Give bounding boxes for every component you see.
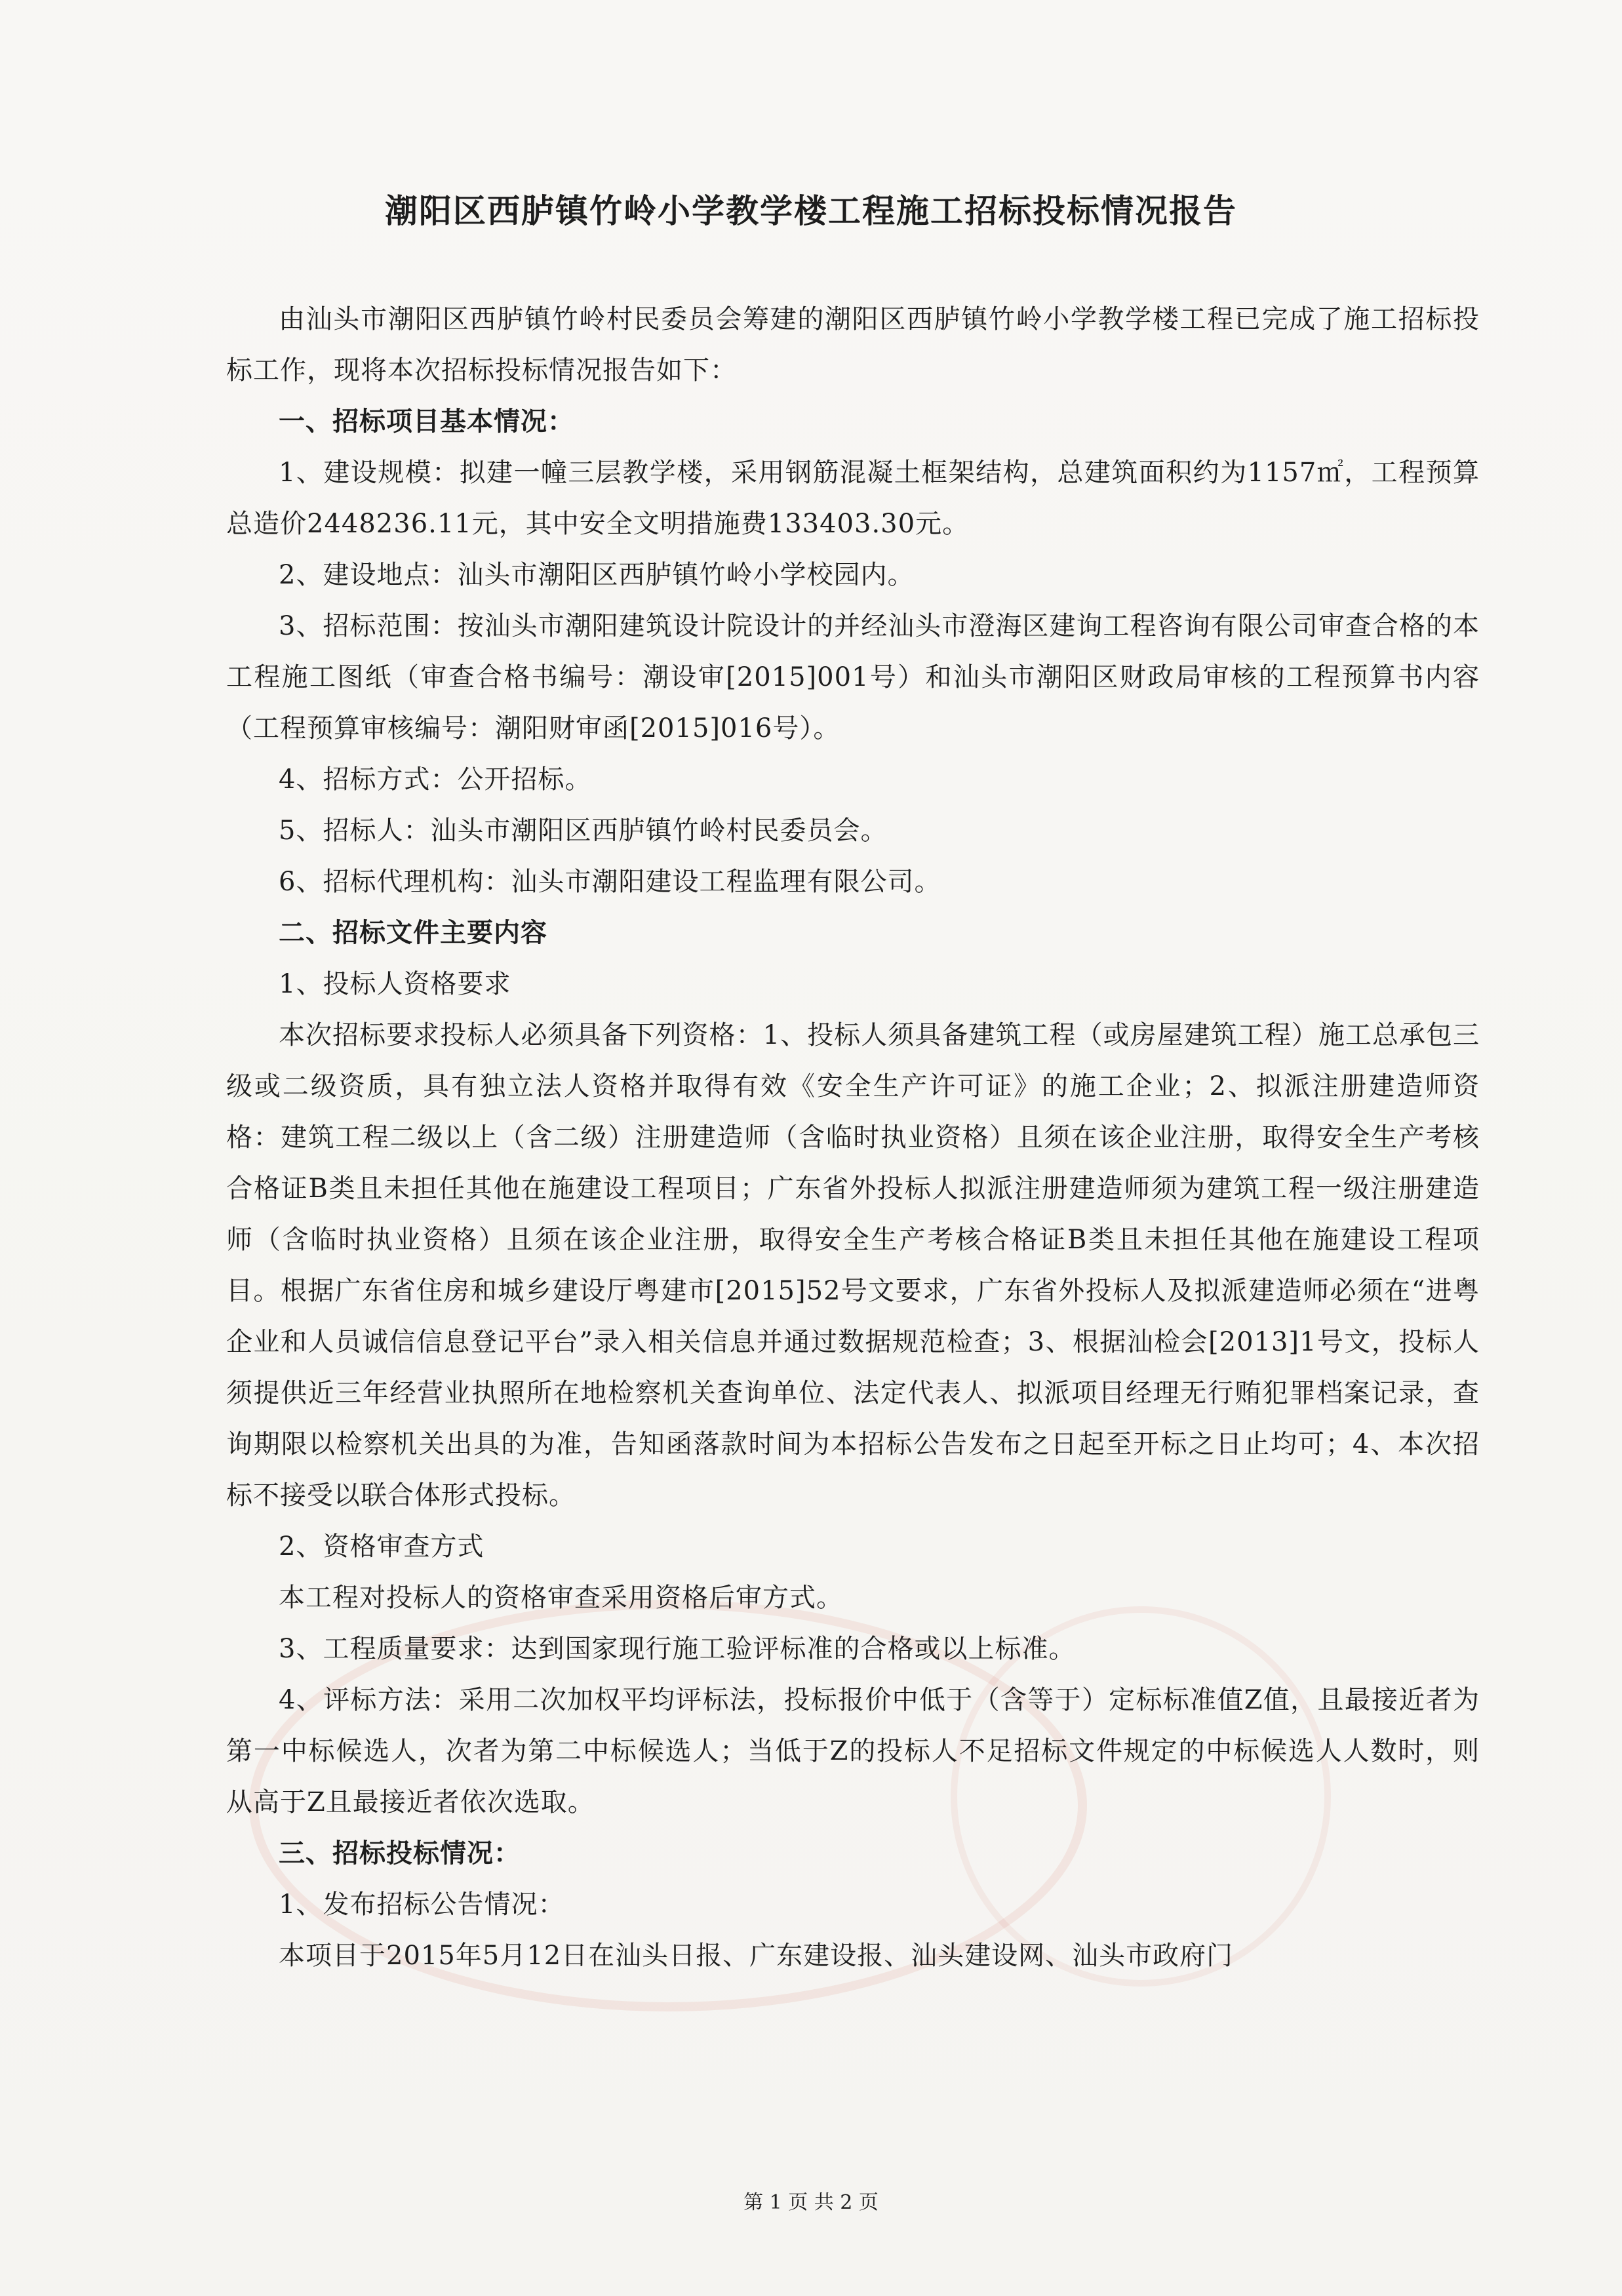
document-title: 潮阳区西胪镇竹岭小学教学楼工程施工招标投标情况报告 [385,191,1237,230]
document-body [226,294,1480,1981]
section-heading-2: 二、招标文件主要内容 [279,917,547,948]
paragraph-review: 本工程对投标人的资格审查采用资格后审方式。 [279,1583,843,1613]
paragraph-qualification: 本次招标要求投标人必须具备下列资格：1、投标人须具备建筑工程（或房屋建筑工程）施工总承包三级或二级资质，具有独立法人资格并取得有效《安全生产许可证》的施工企业；2、拟派注册建造师资格：建筑工程二级以上（含二级）注册建造师（含临时执业资格）且须在该企业注册，取得安全生产考核合格证B类且未担任其他在施建设工程项目；广东省外投标人拟派注册建造师须为建筑工程一级注册建造师（含临时执业资格）且须在该企业注册，取得安全生产考核合格证B类且未担任其他在施建设工程项目。根据广东省住房和城乡建设厅粤建市[2015]52号文要求，广东省外投标人及拟派建造师必须在“进粤企业和人员诚信信息登记平台”录入相关信息并通过数据规范检查；3、根据汕检会[2013]1号文，投标人须提供近三年经营业执照所在地检察机关查询单位、法定代表人、拟派项目经理无行贿犯罪档案记录，查询期限以检察机关出具的为准，告知函落款时间为本招标公告发布之日起至开标之日止均可；4、本次招标不接受以联合体形式投标。 [226,1020,1480,1511]
paragraph-method: 4、招标方式：公开招标。 [279,764,592,795]
paragraph-announcement: 本项目于2015年5月12日在汕头日报、广东建设报、汕头建设网、汕头市政府门 [279,1941,1234,1971]
paragraph-tenderer: 5、招标人：汕头市潮阳区西胪镇竹岭村民委员会。 [279,816,888,846]
intro-paragraph: 由汕头市潮阳区西胪镇竹岭村民委员会筹建的潮阳区西胪镇竹岭小学教学楼工程已完成了施工招标投标工作，现将本次招标投标情况报告如下： [226,304,1480,386]
subheading-announcement: 1、发布招标公告情况： [279,1890,565,1920]
paragraph-quality: 3、工程质量要求：达到国家现行施工验评标准的合格或以上标准。 [279,1634,1076,1664]
subheading-review: 2、资格审查方式 [279,1532,485,1562]
paragraph-agency: 6、招标代理机构：汕头市潮阳建设工程监理有限公司。 [279,867,941,897]
paragraph-evaluation: 4、评标方法：采用二次加权平均评标法，投标报价中低于（含等于）定标标准值Z值，且最接近者为第一中标候选人，次者为第二中标候选人；当低于Z的投标人不足招标文件规定的中标候选人人数时，则从高于Z且最接近者依次选取。 [226,1685,1480,1817]
section-heading-3: 三、招标投标情况： [279,1838,521,1869]
subheading-qualification: 1、投标人资格要求 [279,969,511,999]
paragraph-scope: 3、招标范围：按汕头市潮阳建筑设计院设计的并经汕头市澄海区建询工程咨询有限公司审查合格的本工程施工图纸（审查合格书编号：潮设审[2015]001号）和汕头市潮阳区财政局审核的工程预算书内容（工程预算审核编号：潮阳财审函[2015]016号）。 [226,611,1480,743]
page-number: 第 1 页 共 2 页 [743,2191,879,2214]
section-heading-1: 一、招标项目基本情况： [279,406,574,437]
paragraph-scale: 1、建设规模：拟建一幢三层教学楼，采用钢筋混凝土框架结构，总建筑面积约为1157㎡，工程预算总造价2448236.11元，其中安全文明措施费133403.30元。 [226,458,1480,539]
paragraph-location: 2、建设地点：汕头市潮阳区西胪镇竹岭小学校园内。 [279,560,915,590]
